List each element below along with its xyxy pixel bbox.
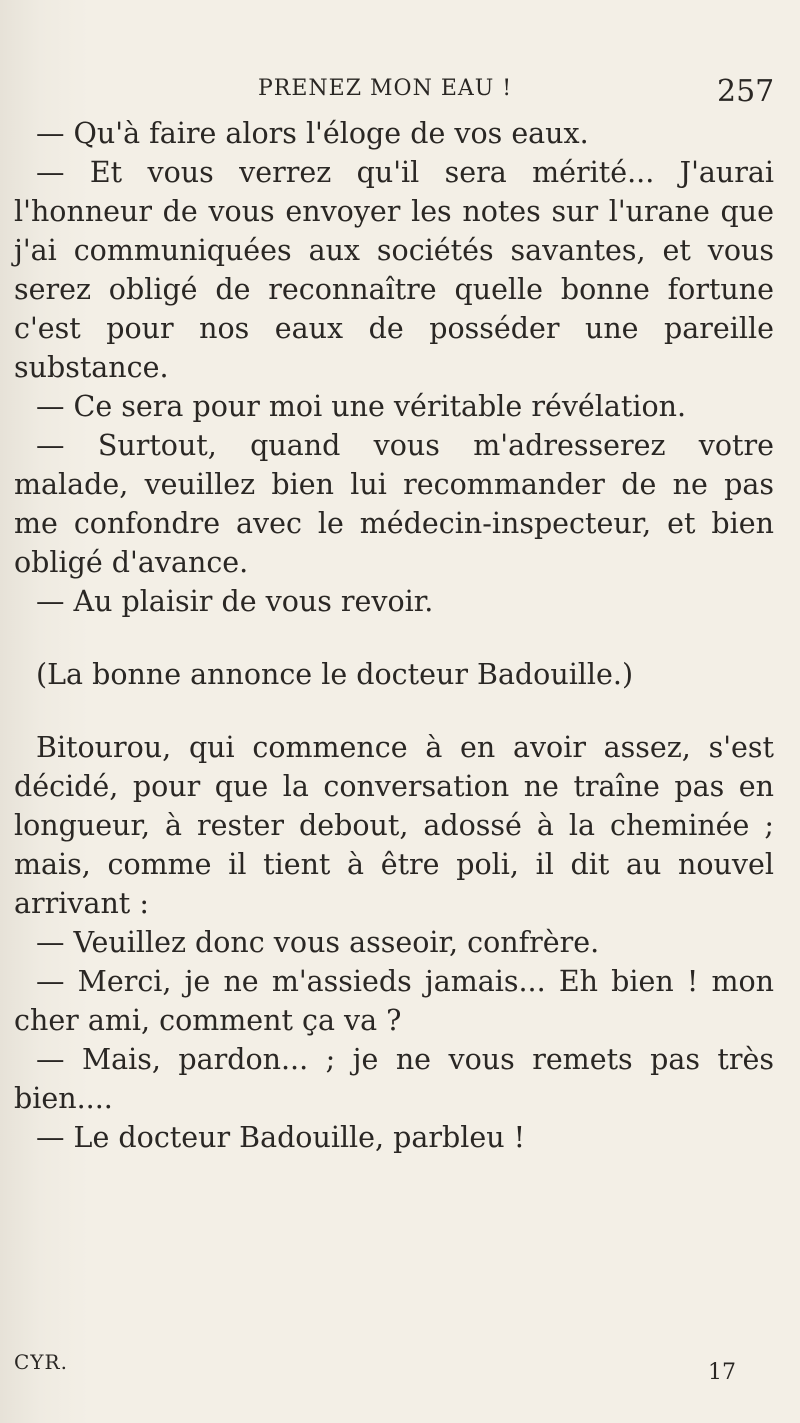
paragraph: — Mais, pardon... ; je ne vous remets pas très bien.... xyxy=(14,1043,774,1115)
printer-signature-mark: CYR. xyxy=(14,1350,68,1374)
paragraph: — Veuillez donc vous asseoir, confrère. xyxy=(36,926,600,959)
signature-number: 17 xyxy=(708,1360,736,1385)
paragraph: — Surtout, quand vous m'adresserez votre malade, veuillez bien lui recommander de ne pas me confondre avec le médecin-inspecteur, et bien obligé d'avance. xyxy=(14,429,774,579)
paragraph: — Ce sera pour moi une véritable révélation. xyxy=(36,390,687,423)
paragraph: — Merci, je ne m'assieds jamais... Eh bien ! mon cher ami, comment ça va ? xyxy=(14,965,774,1037)
narrative-paragraph: Bitourou, qui commence à en avoir assez, s'est décidé, pour que la conversation ne traîne pas en longueur, à rester debout, adossé à la cheminée ; mais, comme il tient à être poli, il dit au nouvel arrivant : xyxy=(14,731,774,920)
stage-direction: (La bonne annonce le docteur Badouille.) xyxy=(36,658,634,691)
page-body xyxy=(14,114,774,1157)
paragraph: — Qu'à faire alors l'éloge de vos eaux. xyxy=(36,117,589,150)
paragraph: — Et vous verrez qu'il sera mérité... J'aurai l'honneur de vous envoyer les notes sur l'urane que j'ai communiquées aux sociétés savantes, et vous serez obligé de reconnaître quelle bonne fortune c'est pour nos eaux de posséder une pareille substance. xyxy=(14,156,774,384)
paragraph: — Au plaisir de vous revoir. xyxy=(36,585,434,618)
running-header: PRENEZ MON EAU ! xyxy=(258,76,513,101)
paragraph: — Le docteur Badouille, parbleu ! xyxy=(36,1121,526,1154)
page-number: 257 xyxy=(717,74,775,109)
